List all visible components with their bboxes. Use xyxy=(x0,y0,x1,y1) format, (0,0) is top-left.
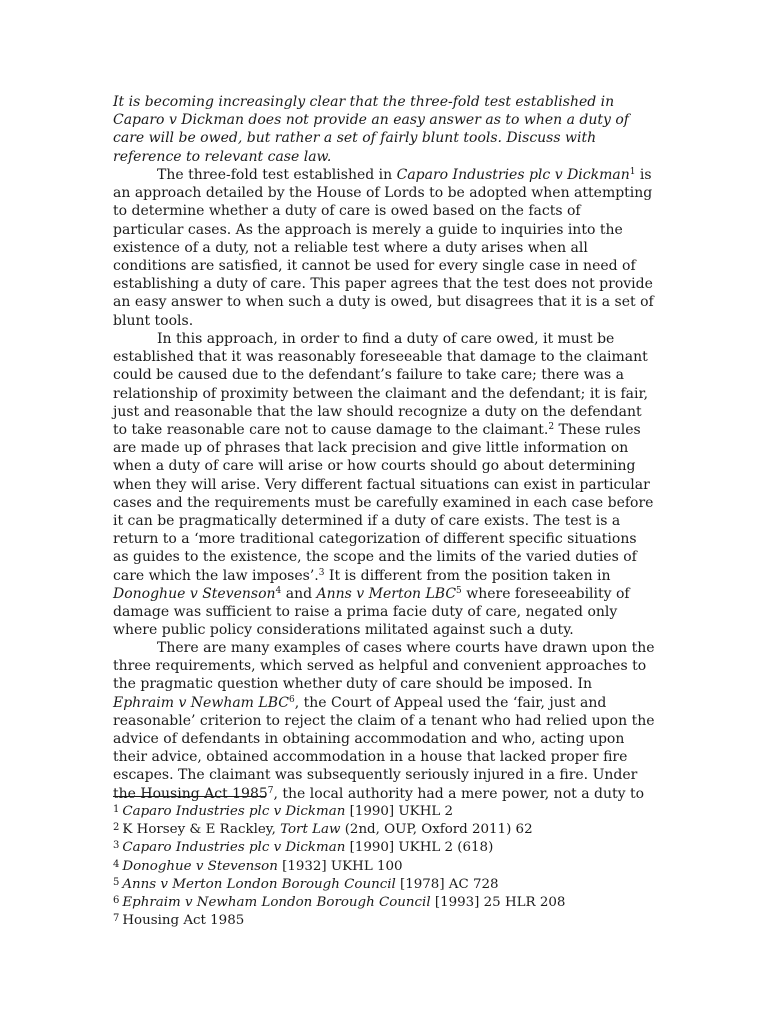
paragraph-2-text-c: It is different from the position taken in xyxy=(324,567,611,584)
paragraph-2-text-a: In this approach, in order to find a duty of care owed, it must be established that it was reasonably foreseeable that damage to the claimant could be caused due to the defendant’s failure to take care; there was a relationship of proximity between the claimant and the defendant; it is fair, just and reasonable that the law should recognize a duty on the defendant to take reasonable care not to cause damage to the claimant. xyxy=(113,331,649,439)
footnote-book: Tort Law xyxy=(280,822,341,838)
footnote-separator xyxy=(113,796,266,797)
paragraph-1 xyxy=(113,166,655,330)
footnote-ref-2[interactable]: 2 xyxy=(548,422,555,433)
paragraph-1-text-b: is an approach detailed by the House of Lords to be adopted when attempting to determine whether a duty of care is owed based on the facts of particular cases. As the approach is merely a guide to inquiries into the existence of a duty, not a reliable test where a duty arises when all conditions are satisfied, it cannot be used for every single case in need of establishing a duty of care. This paper agrees that the test does not provide an easy answer to when such a duty is owed, but disagrees that it is a set of blunt tools. xyxy=(113,167,654,329)
footnote-ref-7[interactable]: 7 xyxy=(267,785,274,796)
footnote xyxy=(113,821,653,839)
footnote-case: Anns v Merton London Borough Council xyxy=(122,876,396,892)
footnote-number: 1 xyxy=(113,804,120,815)
case-name-caparo: Caparo Industries plc v Dickman xyxy=(396,167,630,183)
footnote-number: 3 xyxy=(113,840,120,852)
footnote-citation: (2nd, OUP, Oxford 2011) 62 xyxy=(340,822,533,838)
paragraph-3-text-b: , the Court of Appeal used the ‘fair, just and reasonable’ criterion to reject the claim of a tenant who had relied upon the advice of defendants in obtaining accommodation and who, acting upon their advice, obtained accommodation in a house that lacked proper fire escapes. The claimant was subsequently seriously injured in a fire. Under the Housing Act 1985 xyxy=(113,694,655,802)
footnote xyxy=(113,912,653,930)
paragraph-1-text-a: The three-fold test established in xyxy=(157,167,397,183)
paragraph-3 xyxy=(113,639,655,803)
footnote-ref-4[interactable]: 4 xyxy=(275,585,282,596)
footnote-text: Housing Act 1985 xyxy=(122,913,245,929)
footnote-ref-6[interactable]: 6 xyxy=(288,694,295,705)
case-name-donoghue: Donoghue v Stevenson xyxy=(113,585,276,602)
footnote-number: 7 xyxy=(113,913,120,925)
footnote xyxy=(113,894,653,912)
footnote xyxy=(113,876,653,894)
footnote-citation: [1990] UKHL 2 xyxy=(345,804,454,819)
case-name-anns: Anns v Merton LBC xyxy=(316,585,457,602)
paragraph-2-text-b: These rules are made up of phrases that lack precision and give little information on when a duty of care will arise or how courts should go about determining when they will arise. Very different factual situations can exist in particular cases and the requirements must be carefully examined in each case before it can be pragmatically determined if a duty of care exists. The test is a return to a ‘more traditional categorization of different specific situations as guides to the existence, the scope and the limits of the varied duties of care which the law imposes’. xyxy=(113,422,654,584)
case-name-ephraim: Ephraim v Newham LBC xyxy=(113,694,289,711)
paragraph-2-text-d: and xyxy=(281,585,317,602)
footnote-citation: [1932] UKHL 100 xyxy=(277,858,403,874)
footnote-ref-5[interactable]: 5 xyxy=(456,585,462,596)
paragraph-3-text-c: , the local authority had a mere power, not a duty to xyxy=(273,785,645,802)
footnote-case: Caparo Industries plc v Dickman xyxy=(122,840,346,856)
paragraph-2-text-e: where foreseeability of damage was sufficient to raise a prima facie duty of care, negated only where public policy considerations militated against such a duty. xyxy=(113,585,630,639)
essay-question: It is becoming increasingly clear that the three-fold test established in Caparo v Dickman does not provide an easy answer as to when a duty of care will be owed, but rather a set of fairly blunt tools. Discuss with reference to relevant case law. xyxy=(113,94,629,165)
footnote xyxy=(113,803,653,821)
footnote-ref-1[interactable]: 1 xyxy=(629,167,636,177)
footnote-case: Donoghue v Stevenson xyxy=(122,858,278,874)
footnote-case: Ephraim v Newham London Borough Council xyxy=(122,895,431,911)
paragraph-3-text-a: There are many examples of cases where courts have drawn upon the three requirements, which served as helpful and convenient approaches to the pragmatic question whether duty of care should be imposed. In xyxy=(113,640,655,693)
paragraph-2 xyxy=(113,330,655,639)
footnote xyxy=(113,839,653,857)
footnote xyxy=(113,858,653,876)
footnote-citation: [1978] AC 728 xyxy=(395,876,499,892)
footnote-number: 6 xyxy=(113,895,120,907)
footnote-number: 4 xyxy=(113,858,120,870)
footnote-number: 5 xyxy=(113,876,120,888)
footnote-ref-3[interactable]: 3 xyxy=(318,567,325,578)
footnote-text: K Horsey & E Rackley, xyxy=(122,822,281,838)
footnotes-list xyxy=(113,803,653,930)
footnote-number: 2 xyxy=(113,822,120,834)
footnote-case: Caparo Industries plc v Dickman xyxy=(122,804,346,819)
footnote-citation: [1993] 25 HLR 208 xyxy=(430,895,566,911)
footnote-citation: [1990] UKHL 2 (618) xyxy=(345,840,494,856)
